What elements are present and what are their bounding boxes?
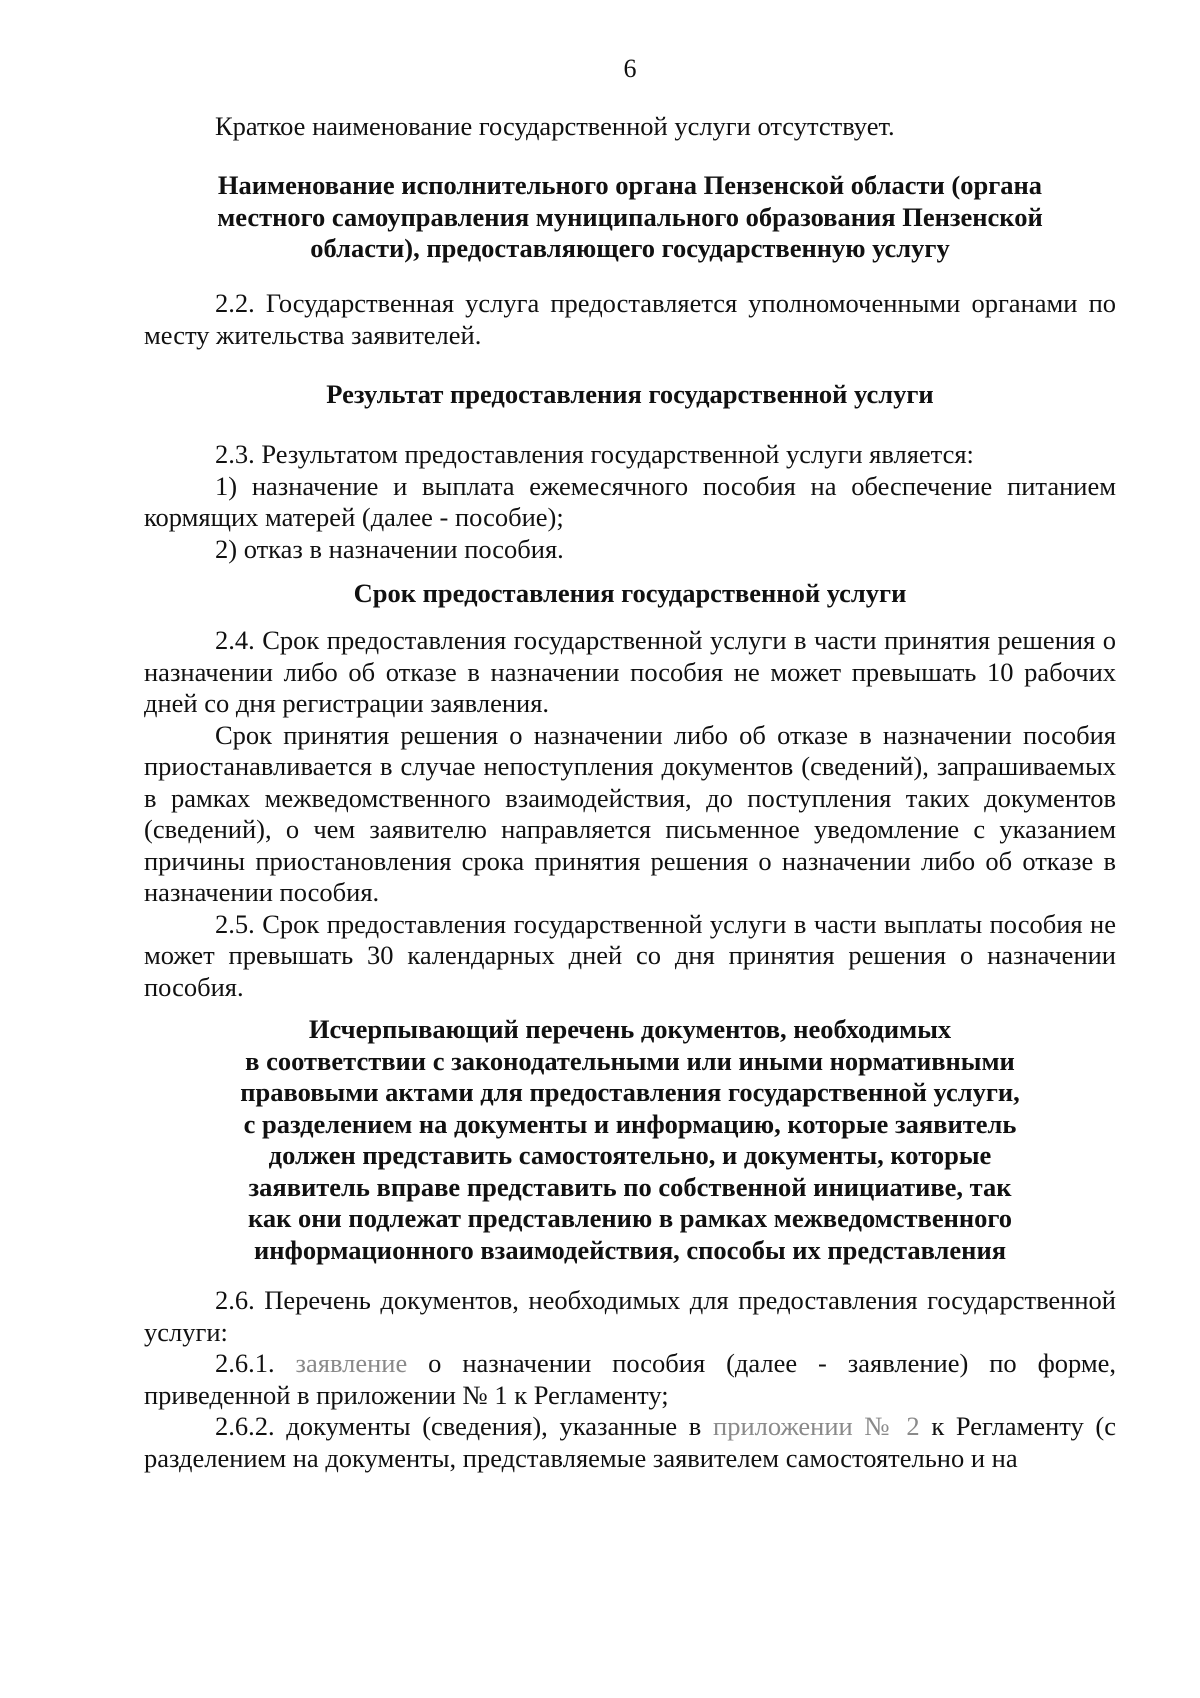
heading-line: с разделением на документы и информацию, которые заявитель [243, 1108, 1017, 1139]
section-documents-body [144, 1285, 1116, 1474]
heading-line: Исчерпывающий перечень документов, необходимых [308, 1014, 952, 1044]
heading-line: Наименование исполнительного органа Пензенской области (органа [217, 170, 1043, 200]
section-heading-term: Срок предоставления государственной услуги [353, 578, 907, 608]
section-result-body [144, 439, 1116, 565]
section-result [144, 379, 1116, 411]
section-documents [144, 1014, 1116, 1266]
appendix-link[interactable]: приложении № 2 [713, 1411, 920, 1441]
heading-line: в соответствии с законодательными или иными нормативными [245, 1045, 1015, 1076]
section-heading-documents [144, 1014, 1116, 1266]
paragraph-2-6-1 [144, 1348, 1116, 1411]
heading-line: должен представить самостоятельно, и документы, которые [268, 1140, 992, 1170]
short-name-paragraph: Краткое наименование государственной услуги отсутствует. [215, 111, 895, 141]
heading-line: заявитель вправе представить по собственной инициативе, так [248, 1171, 1012, 1202]
paragraph-2-2: 2.2. Государственная услуга предоставляется уполномоченными органами по месту жительства заявителей. [144, 288, 1116, 350]
paragraph-2-6: 2.6. Перечень документов, необходимых для предоставления государственной услуги: [144, 1285, 1116, 1347]
paragraph-text: о назначении пособия (далее - заявление) по форме, приведенной в приложении № 1 к Регламенту; [144, 1348, 1116, 1410]
result-item-1: 1) назначение и выплата ежемесячного пособия на обеспечение питанием кормящих матерей (далее - пособие); [144, 470, 1116, 532]
heading-line: как они подлежат представлению в рамках межведомственного [248, 1203, 1012, 1233]
result-item-2: 2) отказ в назначении пособия. [215, 533, 564, 564]
paragraph-text: 2.6.2. документы (сведения), указанные в [215, 1411, 702, 1441]
heading-line: правовыми актами для предоставления государственной услуги, [240, 1077, 1020, 1107]
section-heading-authority [144, 170, 1116, 265]
heading-line: местного самоуправления муниципального образования Пензенской [217, 201, 1043, 232]
paragraph-number: 2.6.1. [215, 1348, 275, 1378]
section-authority [144, 170, 1116, 265]
section-term [144, 578, 1116, 610]
short-name-block [144, 111, 1116, 143]
heading-line: информационного взаимодействия, способы их представления [253, 1234, 1007, 1265]
paragraph-text: к Регламенту (с разделением на документы, представляемые заявителем самостоятельно и на [144, 1411, 1117, 1473]
page-number: 6 [623, 54, 637, 83]
paragraph-2-6-2 [144, 1411, 1116, 1474]
paragraph-suspension: Срок принятия решения о назначении либо об отказе в назначении пособия приостанавливается в случае непоступления документов (сведений), запрашиваемых в рамках межведомственного взаимодействия, до поступления таких документов (сведений), о чем заявителю направляется письменное уведомление с указанием причины приостановления срока принятия решения о назначении либо об отказе в назначении пособия. [144, 719, 1116, 907]
heading-line: области), предоставляющего государственную услугу [310, 233, 950, 263]
form-link[interactable]: заявление [295, 1348, 408, 1378]
paragraph-2-5: 2.5. Срок предоставления государственной услуги в части выплаты пособия не может превышать 30 календарных дней со дня принятия решения о назначении пособия. [144, 908, 1116, 1002]
paragraph-2-3: 2.3. Результатом предоставления государственной услуги является: [215, 439, 974, 469]
paragraph-2-4: 2.4. Срок предоставления государственной услуги в части принятия решения о назначении либо об отказе в назначении пособия не может превышать 10 рабочих дней со дня регистрации заявления. [144, 625, 1116, 718]
section-heading-result: Результат предоставления государственной услуги [326, 379, 934, 409]
paragraph-2-2-block [144, 288, 1116, 351]
section-term-body [144, 625, 1116, 1003]
